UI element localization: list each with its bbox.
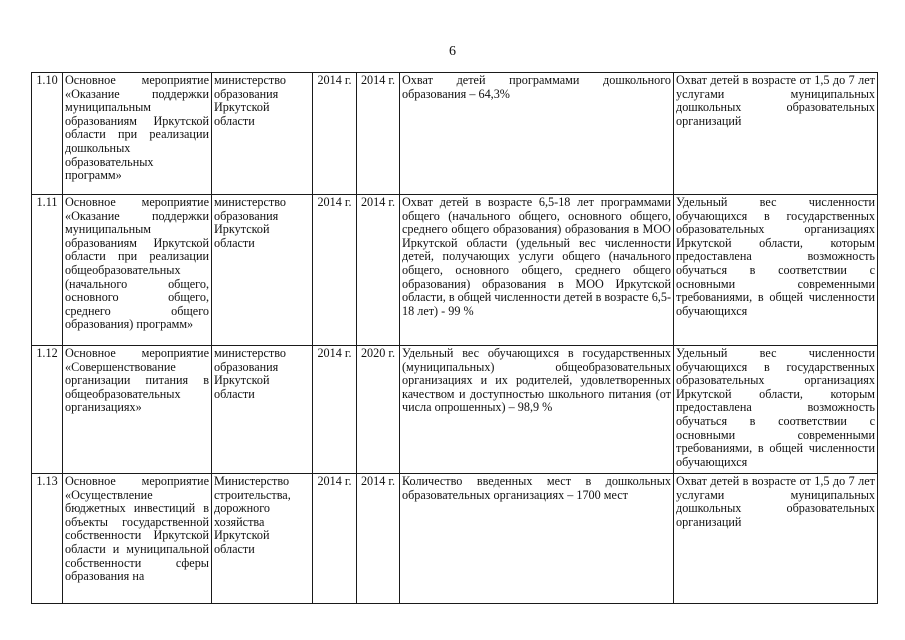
start-year-cell xyxy=(313,73,357,195)
end-year: 2014 г. xyxy=(360,195,396,209)
start-year-cell xyxy=(313,195,357,346)
end-year-cell xyxy=(357,346,400,474)
table-row xyxy=(32,73,878,195)
row-number-cell xyxy=(32,73,63,195)
start-year: 2014 г. xyxy=(317,474,352,488)
end-year-cell xyxy=(357,73,400,195)
indicator-cell xyxy=(400,195,674,346)
executor-text: министерство образования Иркутской области xyxy=(214,195,287,250)
table-row xyxy=(32,195,878,346)
executor-text: Министерство строительства, дорожного хозяйства Иркутской области xyxy=(214,474,291,556)
result-cell xyxy=(674,474,878,604)
page-number: 6 xyxy=(449,44,456,59)
event-cell xyxy=(63,73,212,195)
end-year: 2020 г. xyxy=(360,346,396,360)
result-text: Охват детей в возрасте от 1,5 до 7 лет услугами муниципальных дошкольных образовательных организаций xyxy=(676,73,875,128)
indicator-text: Охват детей программами дошкольного образования – 64,3% xyxy=(402,73,671,101)
result-text: Удельный вес численности обучающихся в государственных образовательных организациях Иркутской области, которым предоставлена возможность обучаться в соответствии с основными современными требованиями, в общей численности обучающихся xyxy=(676,195,875,318)
event-cell xyxy=(63,474,212,604)
indicator-cell xyxy=(400,346,674,474)
result-cell xyxy=(674,346,878,474)
result-text: Охват детей в возрасте от 1,5 до 7 лет услугами муниципальных дошкольных образовательных организаций xyxy=(676,474,875,529)
table-row xyxy=(32,346,878,474)
indicator-cell xyxy=(400,73,674,195)
table-row xyxy=(32,474,878,604)
executor-cell xyxy=(212,474,313,604)
indicator-text: Количество введенных мест в дошкольных образовательных организациях – 1700 мест xyxy=(402,474,671,502)
end-year-cell xyxy=(357,474,400,604)
row-number: 1.11 xyxy=(36,195,58,209)
executor-cell xyxy=(212,346,313,474)
row-number-cell xyxy=(32,474,63,604)
event-text: Основное мероприятие «Осуществление бюджетных инвестиций в объекты государственной собственности Иркутской области и муниципальной собственности сферы образования на xyxy=(65,474,209,584)
row-number: 1.12 xyxy=(36,346,58,360)
executor-text: министерство образования Иркутской области xyxy=(214,346,287,401)
end-year: 2014 г. xyxy=(360,73,396,87)
program-events-table xyxy=(31,72,878,604)
executor-cell xyxy=(212,73,313,195)
indicator-text: Удельный вес обучающихся в государственных (муниципальных) общеобразовательных организациях и их родителей, удовлетворенных качеством и доступностью школьного питания (от числа опрошенных) – 98,9 % xyxy=(402,346,671,415)
event-cell xyxy=(63,195,212,346)
row-number: 1.13 xyxy=(36,474,58,488)
row-number-cell xyxy=(32,195,63,346)
event-cell xyxy=(63,346,212,474)
indicator-text: Охват детей в возрасте 6,5-18 лет программами общего (начального общего, основного общего, среднего общего образования) образования в МОО Иркутской области (удельный вес численности детей, получающих услуги общего (начального общего, основного общего, среднего общего образования) образования в МОО Иркутской области, в общей численности детей в возрасте 6,5-18 лет) - 99 % xyxy=(402,195,671,318)
start-year: 2014 г. xyxy=(317,195,352,209)
result-cell xyxy=(674,195,878,346)
row-number: 1.10 xyxy=(36,73,58,87)
event-text: Основное мероприятие «Оказание поддержки муниципальным образованиям Иркутской области при реализации дошкольных образовательных программ» xyxy=(65,73,209,183)
result-text: Удельный вес численности обучающихся в государственных образовательных организациях Иркутской области, которым предоставлена возможность обучаться в соответствии с основными современными требованиями, в общей численности обучающихся xyxy=(676,346,875,469)
start-year: 2014 г. xyxy=(317,73,352,87)
executor-cell xyxy=(212,195,313,346)
executor-text: министерство образования Иркутской области xyxy=(214,73,287,128)
start-year-cell xyxy=(313,474,357,604)
event-text: Основное мероприятие «Оказание поддержки муниципальным образованиям Иркутской области при реализации общеобразовательных (начального общего, основного общего, среднего общего образования) программ» xyxy=(65,195,209,332)
start-year-cell xyxy=(313,346,357,474)
start-year: 2014 г. xyxy=(317,346,352,360)
end-year-cell xyxy=(357,195,400,346)
row-number-cell xyxy=(32,346,63,474)
event-text: Основное мероприятие «Совершенствование организации питания в общеобразовательных организациях» xyxy=(65,346,209,415)
end-year: 2014 г. xyxy=(360,474,396,488)
result-cell xyxy=(674,73,878,195)
indicator-cell xyxy=(400,474,674,604)
